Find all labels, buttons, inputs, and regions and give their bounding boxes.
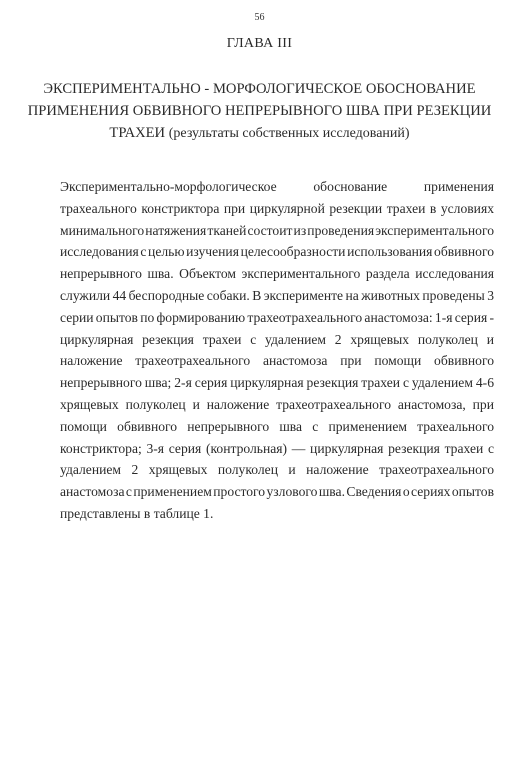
title-line-3 [0, 122, 519, 145]
paragraph-line: хрящевых полуколец и наложение трахеотрахеального анастомоза, при [60, 396, 494, 412]
paragraph-line: помощи обвивного непрерывного шва с применением трахеального [60, 418, 494, 434]
page-number: 56 [254, 12, 265, 23]
paragraph-line: циркулярная резекция трахеи с удалением 2 хрящевых полуколец и [60, 331, 494, 347]
paragraph-line: констриктора; 3-я серия (контрольная) — циркулярная резекция трахеи с [60, 440, 494, 456]
paragraph-line: трахеального констриктора при циркулярной резекции трахеи в условиях [60, 200, 494, 216]
title-line-2: ПРИМЕНЕНИЯ ОБВИВНОГО НЕПРЕРЫВНОГО ШВА ПРИ РЕЗЕКЦИИ [27, 103, 492, 119]
title-last-caps: ТРАХЕИ [109, 125, 166, 141]
paragraph-line: непрерывного шва. Объектом экспериментального раздела исследования [60, 266, 494, 282]
title-line-1: ЭКСПЕРИМЕНТАЛЬНО - МОРФОЛОГИЧЕСКОЕ ОБОСНОВАНИЕ [43, 81, 476, 97]
paragraph-line: представлены в таблице 1. [60, 505, 214, 521]
paragraph-line: анастомоза с применением простого узлового шва. Сведения о сериях опытов [60, 484, 494, 500]
title-subtitle: (результаты собственных исследований) [168, 126, 410, 141]
paragraph-line: исследования с целью изучения целесообразности использования обвивного [60, 244, 494, 260]
chapter-title [0, 78, 519, 145]
paragraph-line: удалением 2 хрящевых полуколец и наложение трахеотрахеального [60, 462, 494, 478]
paragraph-line: Экспериментально-морфологическое обоснование применения [60, 179, 494, 194]
paragraph-line: наложение трахеотрахеального анастомоза при помощи обвивного [60, 353, 494, 369]
paragraph-line: непрерывного шва; 2-я серия циркулярная резекция трахеи с удалением 4-6 [60, 375, 494, 391]
paragraph-line: служили 44 беспородные собаки. В эксперименте на животных проведены 3 [60, 287, 494, 303]
body-paragraph [60, 176, 494, 525]
paragraph-line: минимального натяжения тканей состоит из проведения экспериментального [60, 222, 494, 238]
chapter-heading: ГЛАВА III [226, 36, 293, 51]
paragraph-line: серии опытов по формированию трахеотрахеального анастомоза: 1-я серия - [60, 309, 494, 325]
